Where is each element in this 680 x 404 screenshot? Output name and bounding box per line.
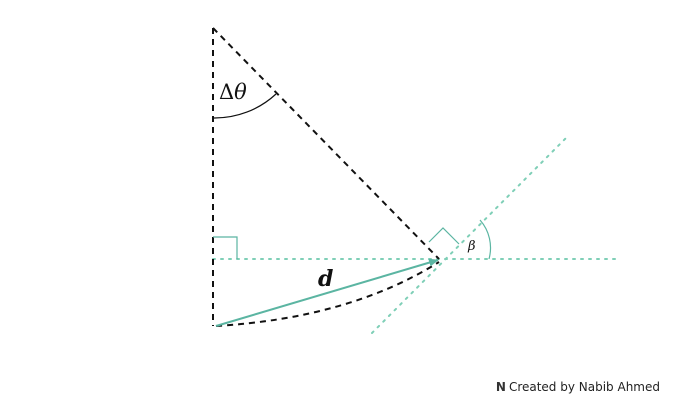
tangent-line bbox=[372, 138, 566, 333]
right-angle-marker bbox=[213, 237, 237, 259]
beta-angle-arc bbox=[480, 220, 491, 259]
delta-theta-label: Δθ bbox=[219, 80, 247, 104]
credit-text: Created by Nabib Ahmed bbox=[508, 380, 660, 394]
beta-label: β bbox=[468, 239, 476, 254]
credit-line bbox=[496, 380, 660, 394]
tangent-right-angle-marker bbox=[429, 228, 459, 244]
d-label: d bbox=[318, 266, 334, 292]
nabib-logo-icon: N bbox=[495, 380, 506, 394]
slanted-radius-line bbox=[213, 28, 439, 259]
